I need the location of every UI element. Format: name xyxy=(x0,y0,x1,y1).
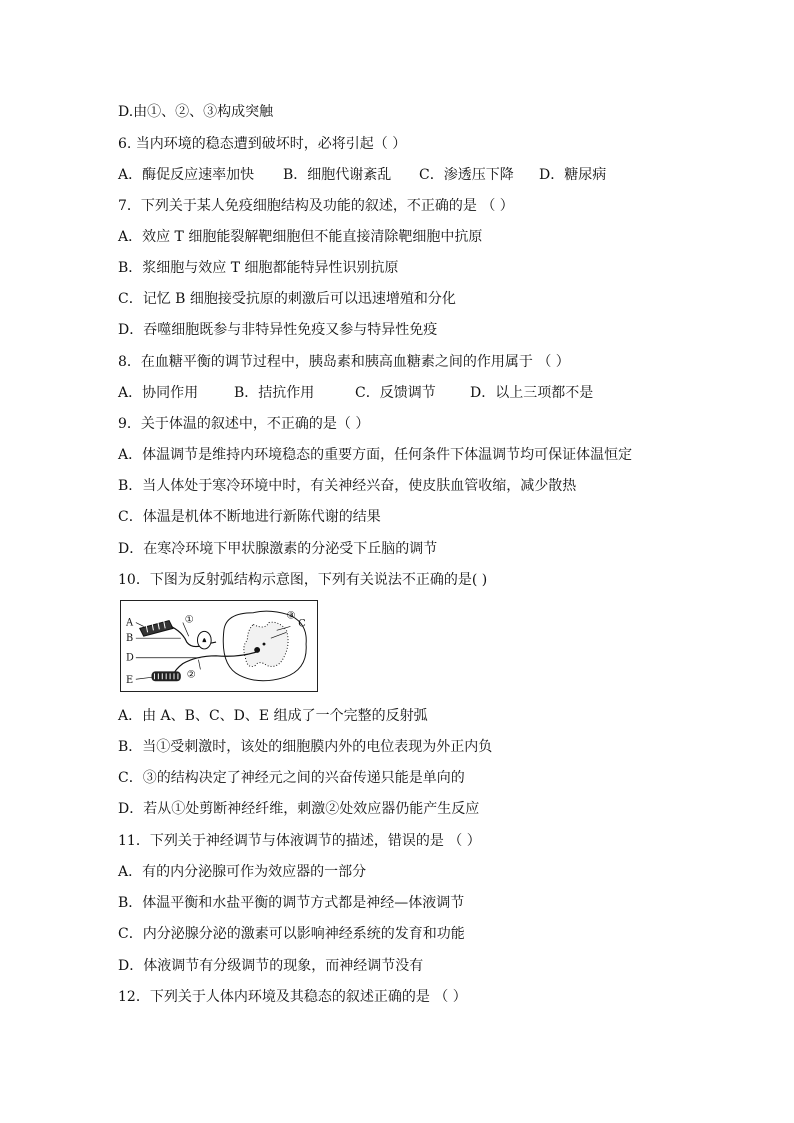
q7-option-d: D．吞噬细胞既参与非特异性免疫又参与特异性免疫 xyxy=(118,322,438,338)
q9-option-d: D．在寒冷环境下甲状腺激素的分泌受下丘脑的调节 xyxy=(118,541,438,557)
label-2: ② xyxy=(186,669,196,681)
q8-option-a: A．协同作用 xyxy=(118,385,199,401)
label-e: E xyxy=(126,675,134,687)
q6-options xyxy=(118,165,606,185)
q7-stem: 7．下列关于某人免疫细胞结构及功能的叙述，不正确的是 （ ） xyxy=(118,198,514,214)
q11-option-d: D．体液调节有分级调节的现象，而神经调节没有 xyxy=(118,958,424,974)
q6-option-d: D．糖尿病 xyxy=(539,167,607,183)
label-3: ③ xyxy=(286,610,296,622)
q9-option-b: B．当人体处于寒冷环境中时，有关神经兴奋，使皮肤血管收缩，减少散热 xyxy=(118,478,577,494)
receptor-drawing xyxy=(140,619,173,637)
q5-option-d: D.由①、②、③构成突触 xyxy=(118,104,274,120)
q9-option-a: A．体温调节是维持内环境稳态的重要方面，任何条件下体温调节均可保证体温恒定 xyxy=(118,447,633,463)
q8-option-b: B．拮抗作用 xyxy=(234,385,315,401)
label-1: ① xyxy=(184,614,194,626)
q8-options xyxy=(118,383,593,403)
q6-option-b: B．细胞代谢紊乱 xyxy=(283,167,392,183)
q10-option-d: D．若从①处剪断神经纤维，刺激②处效应器仍能产生反应 xyxy=(118,801,480,817)
label-b: B xyxy=(126,633,134,645)
q8-option-d: D．以上三项都不是 xyxy=(470,385,594,401)
q10-option-c: C．③的结构决定了神经元之间的兴奋传递只能是单向的 xyxy=(118,770,465,786)
q8-option-c: C．反馈调节 xyxy=(355,385,436,401)
q10-stem: 10．下图为反射弧结构示意图，下列有关说法不正确的是( ) xyxy=(118,572,488,588)
q9-stem: 9．关于体温的叙述中，不正确的是（ ） xyxy=(118,416,370,432)
reflex-arc-figure xyxy=(120,600,318,692)
q9-option-c: C．体温是机体不断地进行新陈代谢的结果 xyxy=(118,509,381,525)
q11-stem: 11．下列关于神经调节与体液调节的描述，错误的是 （ ） xyxy=(118,833,481,849)
q11-option-b: B．体温平衡和水盐平衡的调节方式都是神经—体液调节 xyxy=(118,895,465,911)
q10-option-a: A．由 A、B、C、D、E 组成了一个完整的反射弧 xyxy=(118,708,428,724)
q7-option-b: B．浆细胞与效应 T 细胞都能特异性识别抗原 xyxy=(118,260,399,276)
q6-stem: 6. 当内环境的稳态遭到破坏时，必将引起（ ） xyxy=(118,136,407,152)
q7-option-c: C．记忆 B 细胞接受抗原的刺激后可以迅速增殖和分化 xyxy=(118,291,456,307)
q12-stem: 12．下列关于人体内环境及其稳态的叙述正确的是 （ ） xyxy=(118,989,467,1005)
q7-option-a: A．效应 T 细胞能裂解靶细胞但不能直接清除靶细胞中抗原 xyxy=(118,229,483,245)
q11-option-a: A．有的内分泌腺可作为效应器的一部分 xyxy=(118,864,367,880)
label-c: C xyxy=(298,618,306,630)
q10-option-b: B．当①受刺激时，该处的细胞膜内外的电位表现为外正内负 xyxy=(118,739,493,755)
q11-option-c: C．内分泌腺分泌的激素可以影响神经系统的发育和功能 xyxy=(118,926,465,942)
q6-option-c: C．渗透压下降 xyxy=(419,167,514,183)
effector-drawing xyxy=(152,671,181,681)
q8-stem: 8．在血糖平衡的调节过程中，胰岛素和胰高血糖素之间的作用属于 （ ） xyxy=(118,354,570,370)
label-a: A xyxy=(126,617,134,629)
q6-option-a: A．酶促反应速率加快 xyxy=(118,167,255,183)
label-d: D xyxy=(126,652,134,664)
